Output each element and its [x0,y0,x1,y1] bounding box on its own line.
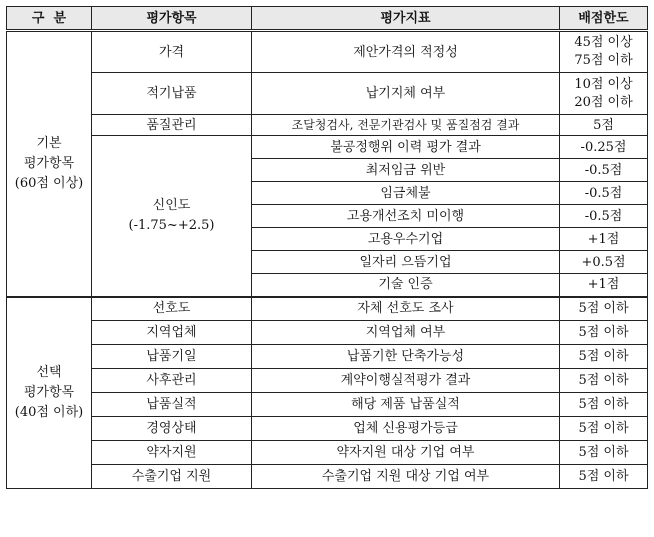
table-row [7,345,648,369]
indicator-cell: 기술 인증 [252,274,560,297]
header-max-score: 배점한도 [560,7,648,31]
score-line2: 20점 이하 [574,94,633,110]
group-name-line2: 평가항목 [23,384,75,400]
table-row [7,321,648,345]
header-category: 구 분 [7,7,92,31]
table-row [7,369,648,393]
indicator-cell: 임금체불 [252,182,560,205]
group-name-line1: 기본 [36,135,62,151]
score-cell: -0.25점 [560,136,648,159]
item-cell: 납품기일 [92,345,252,369]
indicator-cell: 납품기한 단축가능성 [252,345,560,369]
score-cell: 5점 이하 [560,465,648,489]
score-cell: 5점 [560,115,648,136]
indicator-cell: 제안가격의 적정성 [252,31,560,73]
table-row [7,136,648,159]
indicator-cell: 고용개선조치 미이행 [252,205,560,228]
indicator-cell: 일자리 으뜸기업 [252,251,560,274]
indicator-cell: 최저임금 위반 [252,159,560,182]
score-line2: 75점 이하 [574,53,633,68]
indicator-cell: 계약이행실적평가 결과 [252,369,560,393]
table-row [7,441,648,465]
group-name-line3: (60점 이상) [14,175,84,191]
score-cell [560,73,648,115]
score-cell: 5점 이하 [560,417,648,441]
score-cell: -0.5점 [560,182,648,205]
evaluation-table [6,6,648,489]
item-cell: 지역업체 [92,321,252,345]
score-cell: -0.5점 [560,159,648,182]
item-cell: 적기납품 [92,73,252,115]
item-cell: 사후관리 [92,369,252,393]
indicator-cell: 자체 선호도 조사 [252,297,560,321]
table-row [7,417,648,441]
group-name-line2: 평가항목 [23,155,75,171]
group-name-line1: 선택 [36,364,62,380]
score-cell: 5점 이하 [560,369,648,393]
score-cell: 5점 이하 [560,393,648,417]
score-cell: 5점 이하 [560,345,648,369]
table-row [7,31,648,73]
indicator-cell: 약자지원 대상 기업 여부 [252,441,560,465]
header-indicator: 평가지표 [252,7,560,31]
table-row [7,393,648,417]
indicator-cell: 지역업체 여부 [252,321,560,345]
item-cell: 품질관리 [92,115,252,136]
score-cell: -0.5점 [560,205,648,228]
score-cell: 5점 이하 [560,297,648,321]
header-item: 평가항목 [92,7,252,31]
table-row [7,115,648,136]
table-row [7,465,648,489]
score-line1: 45점 이상 [574,35,633,50]
table-row [7,73,648,115]
credibility-range: (-1.75~+2.5) [128,217,215,233]
item-cell: 경영상태 [92,417,252,441]
indicator-cell: 고용우수기업 [252,228,560,251]
score-cell: 5점 이하 [560,441,648,465]
table-row [7,297,648,321]
item-cell: 약자지원 [92,441,252,465]
indicator-cell: 조달청검사, 전문기관검사 및 품질점검 결과 [252,115,560,136]
group-basic-label [7,31,92,297]
item-cell: 수출기업 지원 [92,465,252,489]
score-cell: +1점 [560,228,648,251]
group-optional-label [7,297,92,489]
item-cell: 납품실적 [92,393,252,417]
item-cell: 선호도 [92,297,252,321]
group-name-line3: (40점 이하) [14,404,84,420]
indicator-cell: 수출기업 지원 대상 기업 여부 [252,465,560,489]
score-cell: 5점 이하 [560,321,648,345]
indicator-cell: 불공정행위 이력 평가 결과 [252,136,560,159]
indicator-cell: 해당 제품 납품실적 [252,393,560,417]
credibility-label: 신인도 [152,197,191,213]
indicator-cell: 납기지체 여부 [252,73,560,115]
score-line1: 10점 이상 [574,76,633,92]
header-row [7,7,648,31]
indicator-cell: 업체 신용평가등급 [252,417,560,441]
score-cell [560,31,648,73]
score-cell: +1점 [560,274,648,297]
score-cell: +0.5점 [560,251,648,274]
item-cell-credibility [92,136,252,297]
item-cell: 가격 [92,31,252,73]
